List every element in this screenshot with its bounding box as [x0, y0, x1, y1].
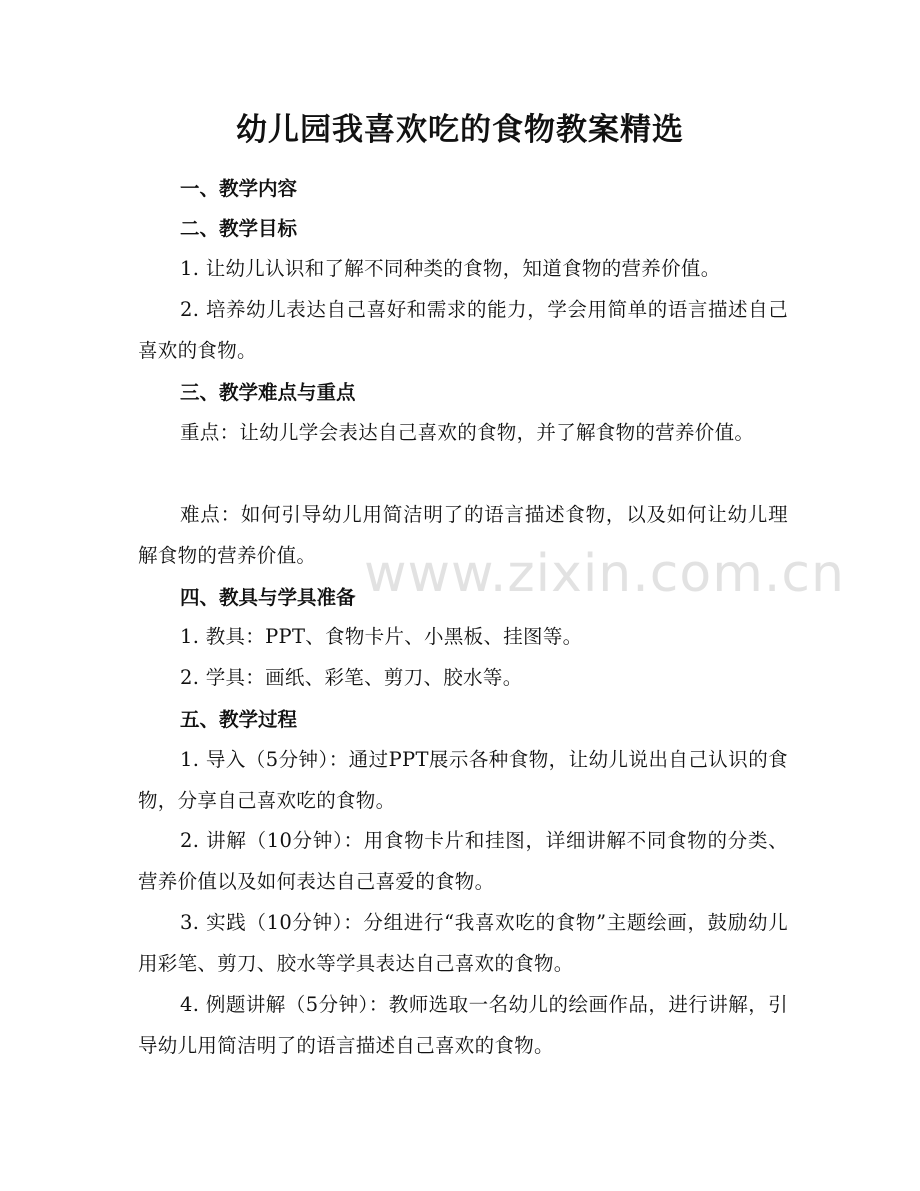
- process-item-2: 2. 讲解（10分钟）：用食物卡片和挂图，详细讲解不同食物的分类、营养价值以及如何表达自己喜爱的食物。: [138, 829, 788, 893]
- section-heading-process: 五、教学过程: [180, 708, 298, 731]
- goal-item-2: 2. 培养幼儿表达自己喜好和需求的能力，学会用简单的语言描述自己喜欢的食物。: [138, 298, 788, 362]
- material-item-1: 1. 教具：PPT、食物卡片、小黑板、挂图等。: [180, 625, 583, 648]
- section-heading-materials: 四、教具与学具准备: [180, 586, 356, 609]
- watermark: www.zixin.com.cn: [364, 544, 845, 604]
- section-heading-keypoints: 三、教学难点与重点: [180, 381, 356, 404]
- section-heading-content: 一、教学内容: [180, 177, 298, 200]
- keypoint-difficulty: 难点：如何引导幼儿用简洁明了的语言描述食物，以及如何让幼儿理解食物的营养价值。: [138, 503, 788, 567]
- goal-item-1: 1. 让幼儿认识和了解不同种类的食物，知道食物的营养价值。: [180, 257, 721, 280]
- keypoint-focus: 重点：让幼儿学会表达自己喜欢的食物，并了解食物的营养价值。: [180, 421, 755, 444]
- material-item-2: 2. 学具：画纸、彩笔、剪刀、胶水等。: [180, 666, 523, 689]
- process-item-1: 1. 导入（5分钟）：通过PPT展示各种食物，让幼儿说出自己认识的食物，分享自己喜欢吃的食物。: [138, 748, 788, 812]
- section-heading-goals: 二、教学目标: [180, 217, 298, 240]
- process-item-4: 4. 例题讲解（5分钟）：教师选取一名幼儿的绘画作品，进行讲解，引导幼儿用简洁明了的语言描述自己喜欢的食物。: [138, 993, 788, 1057]
- process-item-3: 3. 实践（10分钟）：分组进行“我喜欢吃的食物”主题绘画，鼓励幼儿用彩笔、剪刀、胶水等学具表达自己喜欢的食物。: [138, 911, 788, 975]
- document-title: 幼儿园我喜欢吃的食物教案精选: [236, 112, 684, 148]
